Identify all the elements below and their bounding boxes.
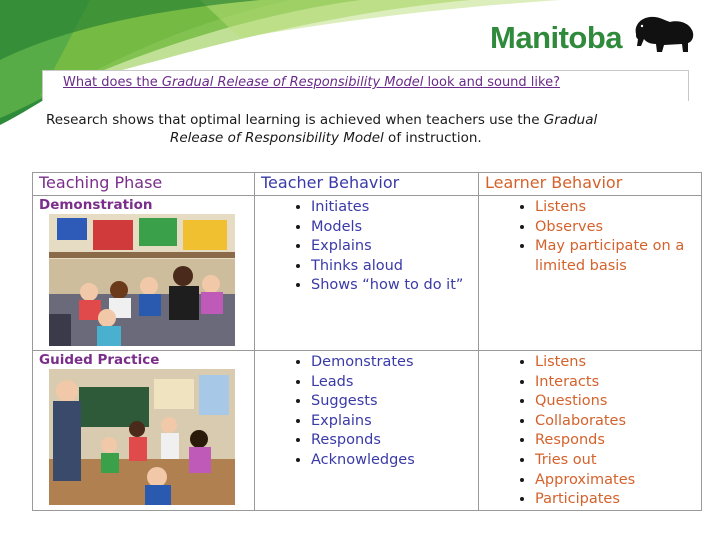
- header-teaching-phase: Teaching Phase: [33, 173, 255, 196]
- teacher-cell: [255, 196, 479, 351]
- list-item: • Leads: [311, 373, 478, 393]
- list-item: • Models: [311, 218, 478, 238]
- list-item: • Interacts: [535, 373, 701, 393]
- list-item: • Initiates: [311, 198, 478, 218]
- list-item: • Questions: [535, 392, 701, 412]
- intro-text: Research shows that optimal learning is achieved when teachers use the Gradual Release of Responsibility Model of instruction.: [46, 112, 598, 146]
- phase-label: Demonstration: [39, 197, 153, 213]
- phase-cell: [33, 351, 255, 511]
- list-item: • Collaborates: [535, 412, 701, 432]
- list-item: • Responds: [535, 431, 701, 451]
- table-row: [33, 196, 702, 351]
- list-item: • Responds: [311, 431, 478, 451]
- list-item: • Participates: [535, 490, 701, 510]
- list-item: • Explains: [311, 237, 478, 257]
- teacher-cell: [255, 351, 479, 511]
- list-item: • Acknowledges: [311, 451, 478, 471]
- list-item: • Thinks aloud: [311, 257, 478, 277]
- list-item: • Listens: [535, 353, 701, 373]
- list-item: • Shows “how to do it”: [311, 276, 478, 296]
- header-learner-behavior: Learner Behavior: [479, 173, 702, 196]
- classroom-photo-guided-practice: [49, 369, 235, 505]
- phase-cell: [33, 196, 255, 351]
- bison-icon: [630, 12, 696, 54]
- learner-behavior-list: [479, 198, 701, 276]
- list-item: • May participate on a limited basis: [535, 237, 701, 276]
- behavior-table: [32, 172, 702, 511]
- header-teacher-behavior: Teacher Behavior: [255, 173, 479, 196]
- list-item: • Approximates: [535, 471, 701, 491]
- table-header-row: [33, 173, 702, 196]
- teacher-behavior-list: [255, 198, 478, 296]
- list-item: • Tries out: [535, 451, 701, 471]
- teacher-behavior-list: [255, 353, 478, 471]
- slide-title: What does the Gradual Release of Responsibility Model look and sound like?: [63, 75, 560, 90]
- learner-cell: [479, 196, 702, 351]
- classroom-photo-demonstration: [49, 214, 235, 346]
- table-row: [33, 351, 702, 511]
- phase-label: Guided Practice: [39, 352, 160, 368]
- list-item: • Listens: [535, 198, 701, 218]
- brand-wordmark: Manitoba: [490, 20, 623, 55]
- list-item: • Observes: [535, 218, 701, 238]
- list-item: • Demonstrates: [311, 353, 478, 373]
- list-item: • Suggests: [311, 392, 478, 412]
- list-item: • Explains: [311, 412, 478, 432]
- learner-cell: [479, 351, 702, 511]
- learner-behavior-list: [479, 353, 701, 510]
